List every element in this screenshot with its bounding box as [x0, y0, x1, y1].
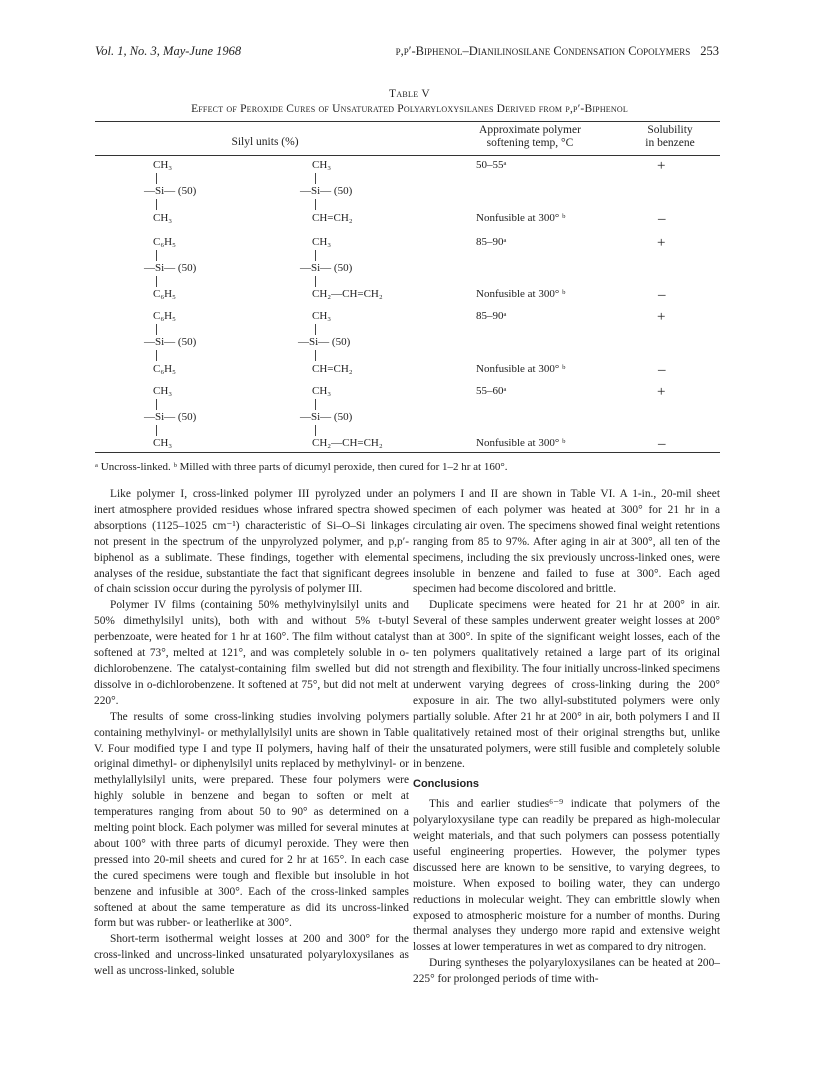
paragraph: polymers I and II are shown in Table VI. A 1-in., 20-mil sheet specimen of each polymer was heated at 300° for 21 hr in a circulating air oven. The specimens showed final weight retentions ranging from 85 to 97%. After aging in air at 300°, all ten of the specimens, including the six previously uncross-linked ones, were insoluble in benzene and failed to fuse at 300°. Each aged specimen had become discolored and brittle. [413, 488, 720, 596]
paragraph: During syntheses the polyaryloxysilanes can be heated at 200–225° for prolonged periods of time with- [413, 957, 720, 986]
softening-uncured: 50–55ᵃ [476, 159, 507, 171]
solubility-uncured: + [657, 384, 666, 400]
bond-line [315, 350, 316, 361]
softening-cured: Nonfusible at 300° ᵇ [476, 212, 566, 224]
unit1-top: CH₃ [153, 159, 173, 171]
solubility-uncured: + [657, 309, 666, 325]
unit1-mid: —Si— (50) [144, 411, 197, 423]
bond-line [315, 199, 316, 210]
unit1-mid: —Si— (50) [144, 185, 197, 197]
col-header-softening [445, 124, 615, 150]
paragraph: Duplicate specimens were heated for 21 hr at 200° in air. Several of these samples underwent greater weight losses at 200° than at 300°. In spite of the significant weight losses, each of the ten polymers qualitatively retained a large part of its original strength and flexibility. The four initially uncross-linked specimens underwent varying degrees of cross-linking during the 200° exposure in air. The two allyl-substituted polymers were only partially soluble. After 21 hr at 200° in air, both polymers I and II qualitatively retained most of their original strengths but, unlike the unsaturated polymers, were still fusible and completely soluble in benzene. [413, 599, 720, 771]
unit1-bottom: CH₃ [153, 437, 173, 449]
bond-line [156, 199, 157, 210]
paragraph: The results of some cross-linking studies involving polymers containing methylvinyl- or methylallylsilyl units are shown in Table V. Four modified type I and type II polymers, having half of their original dimethyl- or diphenylsilyl units replaced by methylvinyl- or methylallylsilyl units, were prepared. These four polymers were highly soluble in benzene and began to soften or melt at temperatures ranging from about 50 to 90° as determined on a melting point block. Each polymer was milled for several minutes at about 100° with three parts of dicumyl peroxide. They were then pressed into 20-mil sheets and cured for 2 hr at 165°. In each case the cured specimens were tough and flexible but insoluble in hot benzene and infusible at 300°. Each of the cross-linked samples softened at about the same temperature as did its uncross-linked form but was rubber- or leatherlike at 300°. [94, 710, 409, 930]
bond-line [156, 250, 157, 261]
table-bottom-rule [95, 452, 720, 453]
unit2-bottom: CH₂—CH=CH₂ [312, 437, 383, 449]
page-number: 253 [700, 44, 719, 58]
unit2-top: CH₃ [312, 310, 332, 322]
softening-uncured: 55–60ᵃ [476, 385, 507, 397]
running-header-left: Vol. 1, No. 3, May-June 1968 [95, 44, 242, 58]
table-footnote: ᵃ Uncross-linked. ᵇ Milled with three parts of dicumyl peroxide, then cured for 1–2 hr at 160°. [95, 461, 508, 473]
bond-line [156, 173, 157, 184]
bond-line [156, 350, 157, 361]
unit1-mid: —Si— (50) [144, 336, 197, 348]
body-column-left [94, 487, 409, 980]
col-header-solubility-line2: in benzene [645, 137, 695, 149]
table-header-rule [95, 155, 720, 156]
softening-cured: Nonfusible at 300° ᵇ [476, 363, 566, 375]
bond-line [315, 425, 316, 436]
bond-line [156, 276, 157, 287]
softening-uncured: 85–90ᵃ [476, 310, 507, 322]
softening-cured: Nonfusible at 300° ᵇ [476, 288, 566, 300]
unit1-bottom: C₆H₅ [153, 288, 176, 300]
solubility-cured: – [658, 362, 666, 378]
col-header-softening-line1: Approximate polymer [479, 124, 581, 136]
softening-uncured: 85–90ᵃ [476, 236, 507, 248]
unit1-mid: —Si— (50) [144, 262, 197, 274]
unit2-bottom: CH=CH₂ [312, 212, 353, 224]
col-header-softening-line2: softening temp, °C [486, 137, 574, 149]
col-header-solubility [620, 124, 720, 150]
bond-line [315, 399, 316, 410]
paragraph: This and earlier studies⁶⁻⁹ indicate that polymers of the polyaryloxysilane type can readily be prepared as high-molecular weight materials, and that such polymers can possess potentially useful engineering properties. However, the polymer types discussed here are known to be sensitive, to varying degrees, to moisture. When exposed to boiling water, they can undergo reductions in molecular weight. They can embrittle slowly when exposed to atmospheric moisture for a number of months. During thermal analyses they undergo more rapid and extensive weight losses at lower temperatures in wet as compared to dry nitrogen. [413, 798, 720, 954]
unit1-top: C₆H₅ [153, 310, 176, 322]
unit2-bottom: CH₂—CH=CH₂ [312, 288, 383, 300]
bond-line [156, 399, 157, 410]
unit1-bottom: C₆H₅ [153, 363, 176, 375]
unit1-top: C₆H₅ [153, 236, 176, 248]
bond-line [315, 276, 316, 287]
bond-line [156, 425, 157, 436]
solubility-cured: – [658, 211, 666, 227]
unit2-top: CH₃ [312, 236, 332, 248]
unit2-bottom: CH=CH₂ [312, 363, 353, 375]
bond-line [315, 250, 316, 261]
solubility-uncured: + [657, 158, 666, 174]
solubility-cured: – [658, 287, 666, 303]
table-caption: Effect of Peroxide Cures of Unsaturated Polyaryloxysilanes Derived from p,p′-Biphenol [191, 103, 628, 115]
unit1-bottom: CH₃ [153, 212, 173, 224]
col-header-silyl: Silyl units (%) [231, 136, 299, 148]
table-title: Table V [389, 88, 430, 100]
unit2-top: CH₃ [312, 159, 332, 171]
body-column-right [413, 487, 720, 988]
paragraph: Like polymer I, cross-linked polymer III pyrolyzed under an inert atmosphere provided residues whose infrared spectra showed absorptions (1125–1025 cm⁻¹) characteristic of Si–O–Si linkages not present in the spectrum of the unpyrolyzed polymer, and p,p′-biphenol as a sublimate. These findings, together with elemental analyses of the residue, substantiate the fact that significant degrees of chain scission occur during the pyrolysis of polymer III. [94, 488, 409, 596]
section-heading: Conclusions [413, 778, 480, 791]
bond-line [315, 324, 316, 335]
solubility-uncured: + [657, 235, 666, 251]
unit2-mid: —Si— (50) [300, 185, 353, 197]
col-header-solubility-line1: Solubility [647, 124, 693, 136]
paragraph: Short-term isothermal weight losses at 200 and 300° for the cross-linked and uncross-linked unsaturated polyaryloxysilanes as well as uncross-linked, soluble [94, 933, 409, 978]
running-title: p,p′-Biphenol–Dianilinosilane Condensation Copolymers [395, 44, 691, 58]
solubility-cured: – [658, 436, 666, 452]
unit2-top: CH₃ [312, 385, 332, 397]
running-header-right [396, 44, 719, 59]
unit2-mid: —Si— (50) [300, 262, 353, 274]
table-top-rule [95, 121, 720, 122]
unit1-top: CH₃ [153, 385, 173, 397]
paragraph: Polymer IV films (containing 50% methylvinylsilyl units and 50% dimethylsilyl units), both with and without 5% t-butyl perbenzoate, were heated for 1 hr at 160°. The film without catalyst softened at 73°, melted at 121°, and was completely soluble in o-dichlorobenzene. The catalyst-containing film swelled but did not dissolve in o-dichlorobenzene. It softened at 75°, but did not melt at 220°. [94, 599, 409, 707]
unit2-mid: —Si— (50) [298, 336, 351, 348]
bond-line [315, 173, 316, 184]
softening-cured: Nonfusible at 300° ᵇ [476, 437, 566, 449]
unit2-mid: —Si— (50) [300, 411, 353, 423]
bond-line [156, 324, 157, 335]
